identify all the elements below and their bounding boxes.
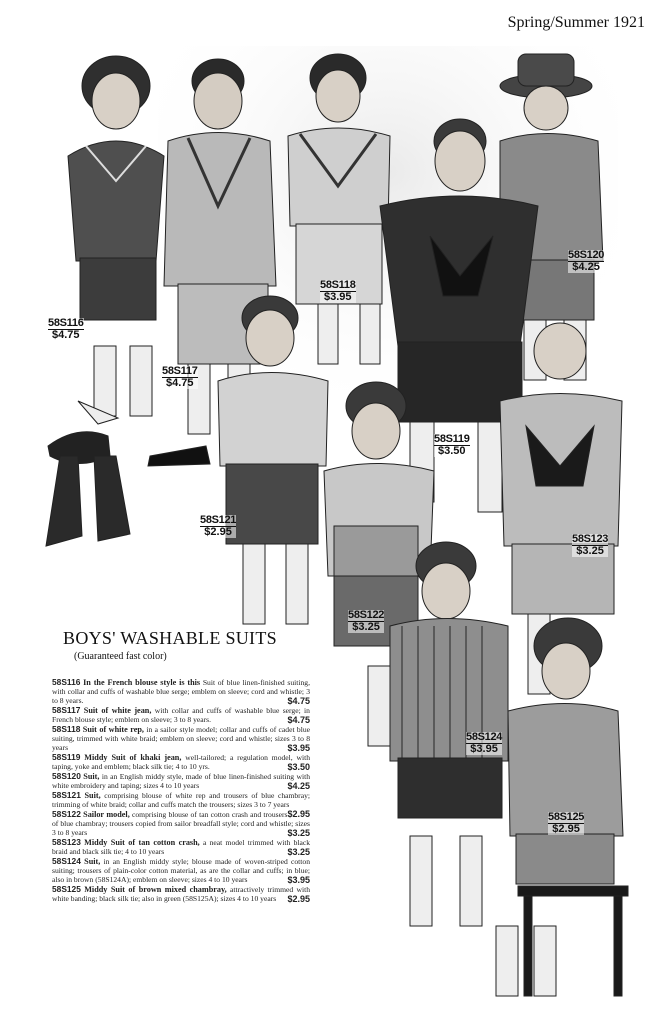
item-label: 58S116 $4.75 (48, 317, 84, 341)
item-label: 58S123 $3.25 (572, 533, 609, 557)
season-heading: Spring/Summer 1921 (507, 14, 645, 31)
section-title: BOYS' WASHABLE SUITS (63, 628, 277, 648)
description-entry: 58S125 Middy Suit of brown mixed chambray, attractively trimmed with white banding; black silk tie; also in green (58S125A); sizes 4 to 10 years $2.95 (52, 884, 310, 904)
item-descriptions (52, 678, 310, 904)
item-label: 58S125 $2.95 (548, 811, 585, 835)
item-label: 58S122 $3.25 (348, 609, 385, 633)
item-label: 58S119 $3.50 (434, 433, 470, 457)
item-label: 58S121 $2.95 (200, 514, 237, 538)
description-entry: 58S117 Suit of white jean, with collar and cuffs of washable blue serge; in French blouse style; emblem on sleeve; 3 to 8 years. $4.75 (52, 704, 310, 725)
description-entry: 58S121 Suit, comprising blouse of white rep and trousers of blue chambray; trimming of white braid; collar and cuffs match the trousers; sizes 3 to 7 years $2.95 (52, 790, 310, 819)
description-entry: 58S120 Suit, in an English middy style, made of blue linen-finished suiting with white embroidery and taping; sizes 4 to 10 years $4.25 (52, 770, 310, 791)
description-entry: 58S119 Middy Suit of khaki jean, well-tailored; a regulation model, with taping, yoke and emblem; black silk tie; 4 to 10 yrs. $3.50 (52, 751, 311, 772)
description-entry: 58S124 Suit, in an English middy style; blouse made of woven-striped cotton suiting; trousers of plain-color cotton material, as are the collar and cuffs; in blue; also in brown (58S124A); emblem on sleeve; sizes 4 to 10 years $3.95 (52, 856, 310, 885)
description-entry: 58S122 Sailor model, comprising blouse of tan cotton crash and trousers of blue chambray; trousers copied from sailor breadfall style; cord and whistle; sizes 3 to 8 years $3.25 (52, 809, 310, 838)
item-label: 58S117 $4.75 (162, 365, 198, 389)
boy-figure-1 (68, 56, 164, 424)
item-label: 58S118 $3.95 (320, 279, 356, 303)
item-label: 58S120 $4.25 (568, 249, 605, 273)
description-entry: 58S116 In the French blouse style is this Suit of blue linen-finished suiting, with collar and cuffs of washable blue serge; emblem on sleeve; cord and whistle; 3 to 8 years. $4.75 (52, 677, 310, 706)
section-title-block (60, 628, 280, 662)
description-entry: 58S123 Middy Suit of tan cotton crash, a neat model trimmed with black braid and black silk tie; 4 to 10 years $3.25 (52, 837, 311, 857)
boy-figure-10 (496, 618, 628, 996)
section-subtitle: (Guaranteed fast color) (74, 651, 167, 662)
neckerchief-illustration (46, 432, 130, 546)
item-label: 58S124 $3.95 (466, 731, 503, 755)
description-entry: 58S118 Suit of white rep, in a sailor style model; collar and cuffs of cadet blue suiting, trimmed with white braid; emblem on sleeve; cord and whistle; sizes 3 to 8 years $3.95 (52, 723, 310, 753)
